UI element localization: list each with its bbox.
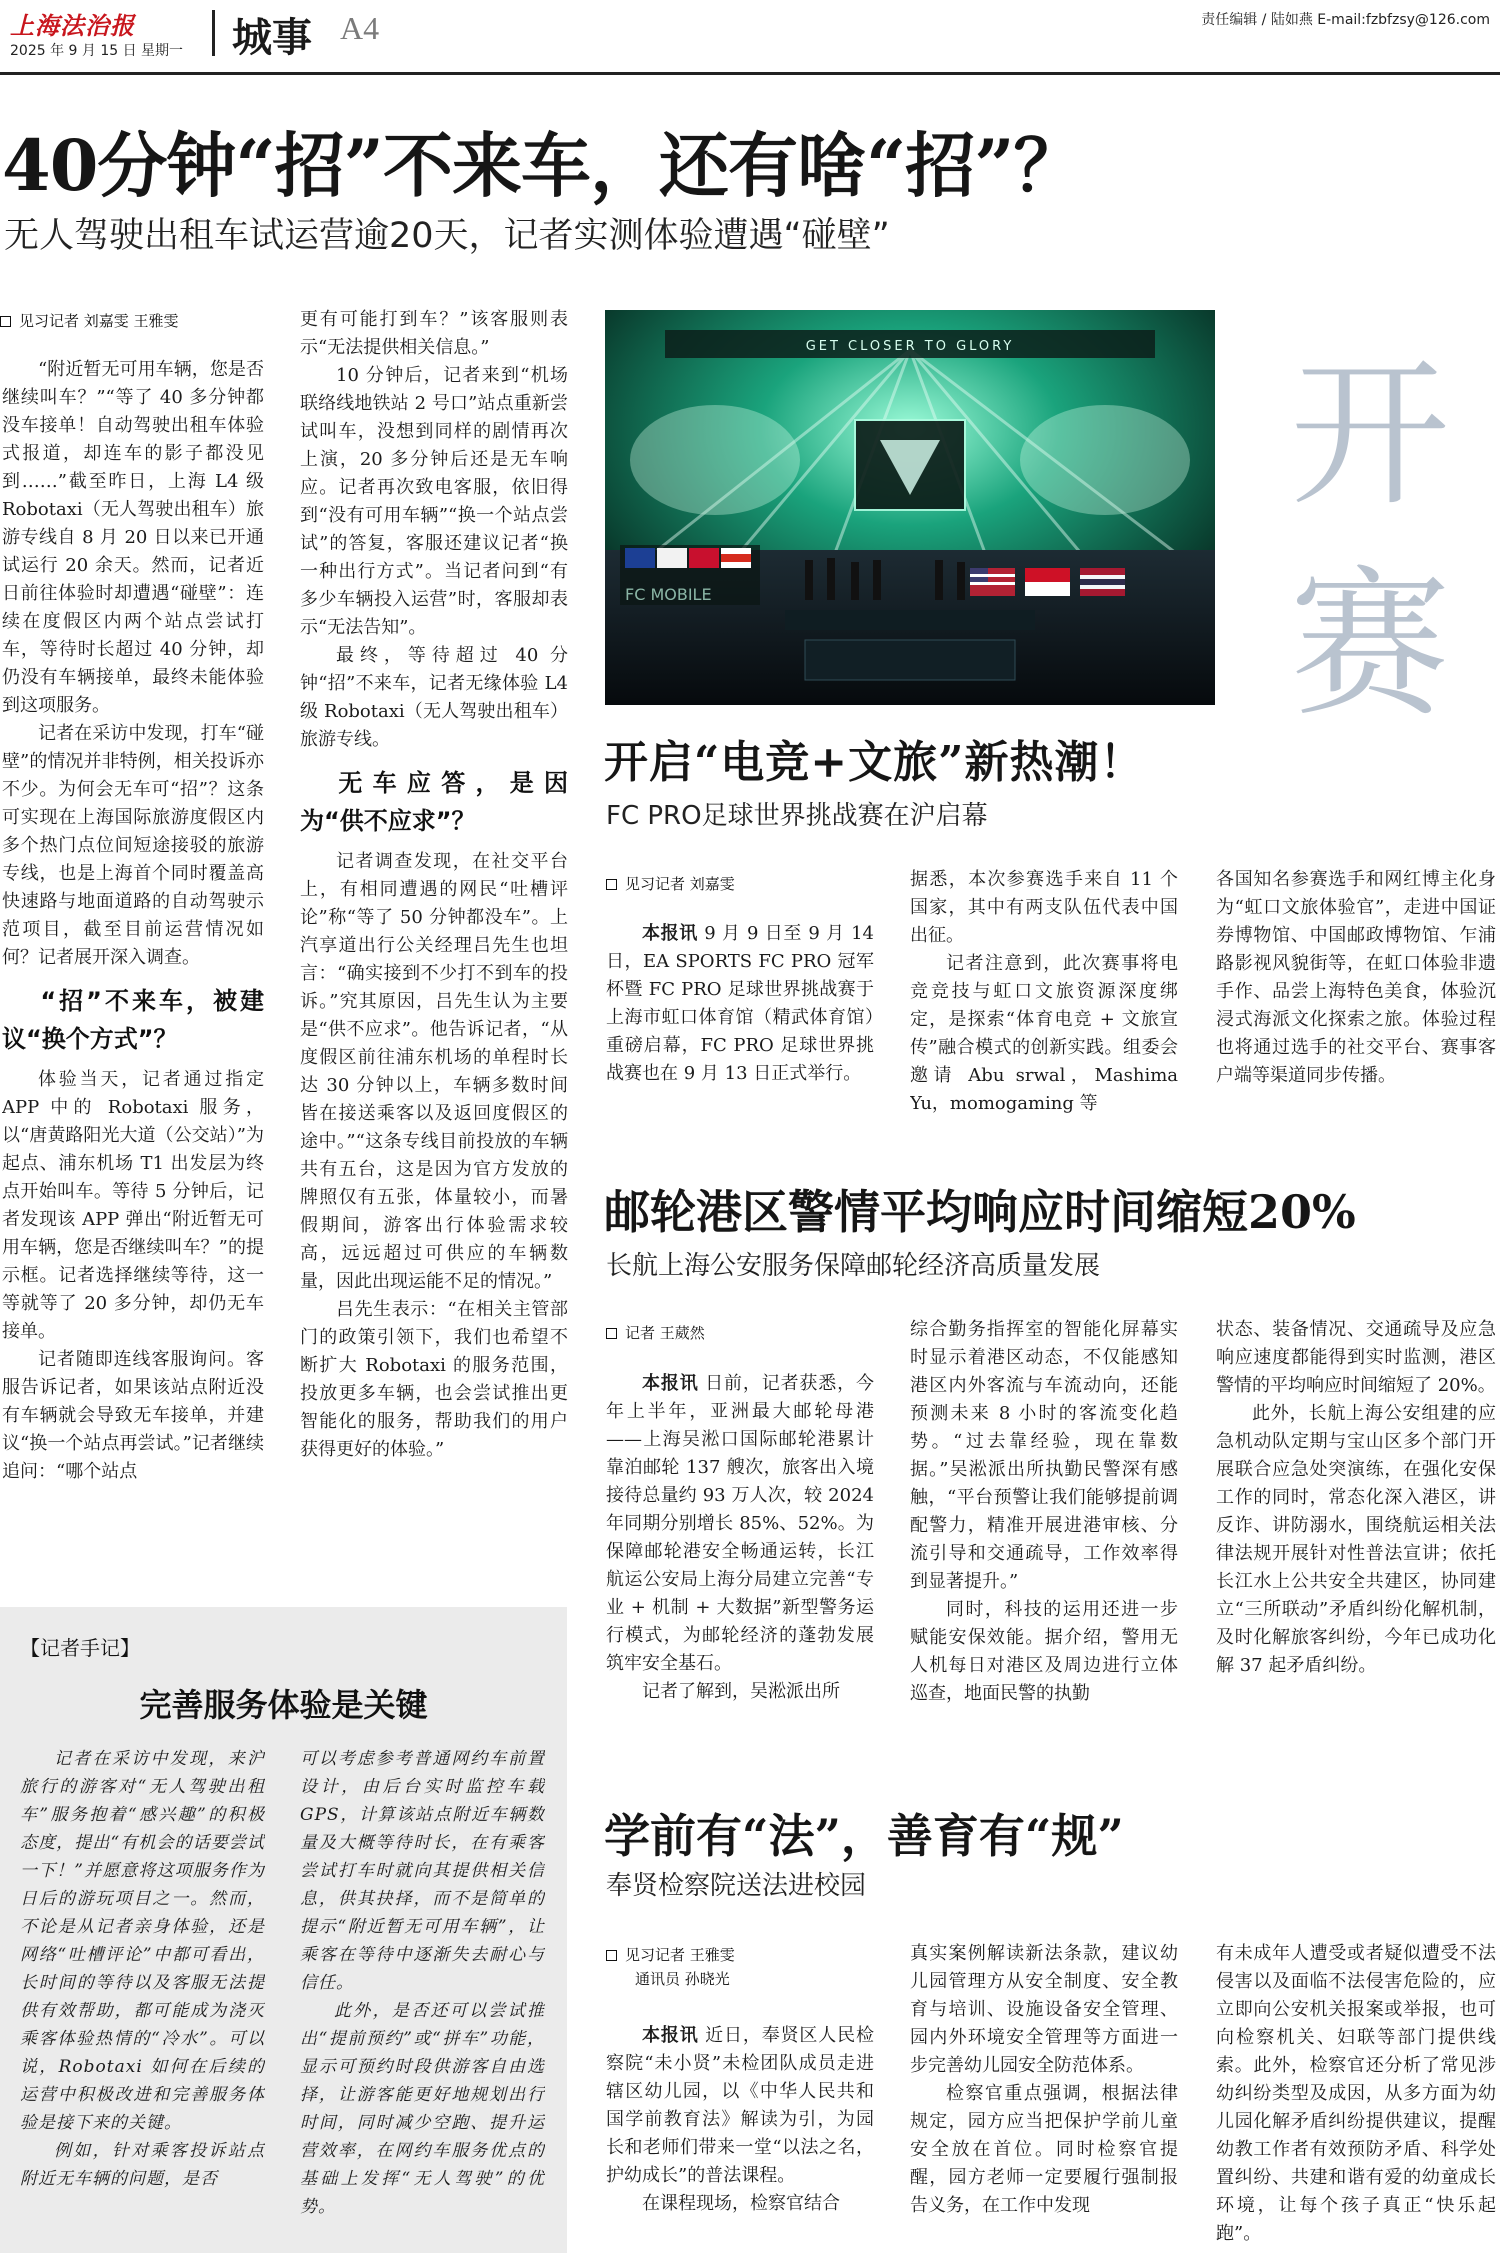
paragraph: 综合勤务指挥室的智能化屏幕实时显示着港区动态，不仅能感知港区内外客流与车流动向，还能预测未来 8 小时的客流变化趋势。“过去靠经验，现在靠数据。”吴淞派出所执勤民警深有感触，“平台预警让我们能够提前调配警力，精准开展进港审核、分流引导和交通疏导，工作效率得到显著提升。” bbox=[910, 1319, 1178, 1592]
paragraph: “附近暂无可用车辆，您是否继续叫车？”“等了 40 多分钟都没车接单！自动驾驶出租车体验式报道，却连车的影子都没见到……”截至昨日，上海 L4 级 Robotaxi（无人驾驶出租车）旅游专线自 8 月 20 日以来已开通试运行 20 余天。然而，记者近日前往体验时却遭遇“碰壁”：连续在度假区内两个站点尝试打车，等待时长超过 40 分钟，却仍没有车辆接单，最终未能体验到这项服务。 bbox=[2, 359, 264, 716]
paragraph: 各国知名参赛选手和网红博主化身为“虹口文旅体验官”，走进中国证券博物馆、中国邮政博物馆、乍浦路影视风貌街等，在虹口体验非遗手作、品尝上海特色美食，体验沉浸式海派文化探索之旅。体验过程也将通过选手的社交平台、赛事客户端等渠道同步传播。 bbox=[1216, 869, 1496, 1086]
article1-subheadline: 无人驾驶出租车试运营逾20天，记者实测体验遭遇“碰壁” bbox=[4, 216, 890, 256]
paragraph: 检察官重点强调，根据法律规定，园方应当把保护学前儿童安全放在首位。同时检察官提醒，园方老师一定要履行强制报告义务，在工作中发现 bbox=[910, 2083, 1178, 2216]
paragraph: 最终，等待超过 40 分钟“招”不来车，记者无缘体验 L4 级 Robotaxi（无人驾驶出租车）旅游专线。 bbox=[300, 645, 568, 750]
paragraph: 在课程现场，检察官结合 bbox=[642, 2193, 840, 2214]
paragraph: 更有可能打到车？”该客服则表示“无法提供相关信息。” bbox=[300, 309, 568, 358]
masthead-divider bbox=[212, 10, 215, 56]
article1-section-heading-2: 无车应答，是因为“供不应求”？ bbox=[300, 769, 568, 835]
paragraph: 状态、装备情况、交通疏导及应急响应速度都能得到实时监测，港区警情的平均响应时间缩短了 20%。 bbox=[1216, 1319, 1496, 1396]
paragraph: 可以考虑参考普通网约车前置设计，由后台实时监控车载 GPS，计算该站点附近车辆数量及大概等待时长，在有乘客尝试打车时就向其提供相关信息，供其抉择，而不是简单的提示“附近暂无可用车辆”，让乘客在等待中逐渐失去耐心与信任。 bbox=[300, 1749, 545, 1993]
article4-column-1 bbox=[606, 2022, 874, 2250]
paragraph: 记者随即连线客服询问。客服告诉记者，如果该站点附近没有车辆就会导致无车接单，并建议“换一个站点再尝试。”记者继续追问：“哪个站点 bbox=[2, 1349, 264, 1482]
esports-stage-photo bbox=[605, 310, 1215, 705]
byline-text: 见习记者 刘嘉雯 王雅雯 bbox=[19, 312, 179, 330]
article3-column-3 bbox=[1216, 1316, 1496, 1750]
lead-tag: 本报讯 bbox=[642, 1373, 699, 1394]
byline-text: 记者 王葳然 bbox=[625, 1324, 705, 1342]
reporter-note-column-2 bbox=[300, 1745, 545, 2245]
photo-stage-text: FC MOBILE bbox=[625, 585, 712, 604]
paragraph: 例如，针对乘客投诉站点附近无车辆的问题，是否 bbox=[20, 2141, 265, 2189]
article4-subheadline: 奉贤检察院送法进校园 bbox=[606, 1871, 867, 1901]
lead-tag: 本报讯 bbox=[642, 923, 698, 944]
paragraph bbox=[606, 2022, 874, 2190]
paragraph: 真实案例解读新法条款，建议幼儿园管理方从安全制度、安全教育与培训、设施设备安全管理、园内外环境安全管理等方面进一步完善幼儿园安全防范体系。 bbox=[910, 1943, 1178, 2076]
paragraph-text: 9 月 9 日至 9 月 14 日，EA SPORTS FC PRO 冠军杯暨 FC PRO 足球世界挑战赛于上海市虹口体育馆（精武体育馆）重磅启幕，FC PRO 足球世界挑战赛也在 9 月 13 日正式举行。 bbox=[606, 923, 874, 1084]
article4-column-3 bbox=[1216, 1940, 1496, 2250]
article1-column-1 bbox=[2, 356, 264, 1596]
paragraph: 记者调查发现，在社交平台上，有相同遭遇的网民“吐槽评论”称“等了 50 分钟都没车”。上汽享道出行公关经理吕先生也坦言：“确实接到不少打不到车的投诉。”究其原因，吕先生认为主要是“供不应求”。他告诉记者，“从度假区前往浦东机场的单程时长达 30 分钟以上，车辆多数时间皆在接送乘客以及返回度假区的途中。”“这条专线目前投放的车辆共有五台，这是因为官方发放的牌照仅有五张，体量较小，而暑假期间，游客出行体验需求较高，远远超过可供应的车辆数量，因此出现运能不足的情况。” bbox=[300, 851, 568, 1292]
paragraph: 同时，科技的运用还进一步赋能安保效能。据介绍，警用无人机每日对港区及周边进行立体巡查，地面民警的执勤 bbox=[910, 1599, 1178, 1704]
paragraph bbox=[606, 920, 874, 1088]
section-name: 城事 bbox=[232, 15, 312, 61]
article1-column-2 bbox=[300, 306, 568, 1596]
paragraph bbox=[606, 1370, 874, 1678]
byline-square-icon bbox=[0, 316, 11, 327]
article4-column-2 bbox=[910, 1940, 1178, 2250]
article1-byline bbox=[0, 310, 179, 331]
reporter-note-tag: 【记者手记】 bbox=[20, 1636, 140, 1660]
paragraph: 吕先生表示：“在相关主管部门的政策引领下，我们也希望不断扩大 Robotaxi 的服务范围，投放更多车辆，也会尝试推出更智能化的服务，帮助我们的用户获得更好的体验。” bbox=[300, 1299, 568, 1460]
stage-illustration bbox=[605, 310, 1215, 705]
article4-headline: 学前有“法”，善育有“规” bbox=[604, 1809, 1124, 1863]
paragraph: 记者了解到，吴淞派出所 bbox=[642, 1681, 840, 1702]
paragraph: 记者在采访中发现，打车“碰壁”的情况并非特例，相关投诉亦不少。为何会无车可“招”？这条可实现在上海国际旅游度假区内多个热门点位间短途接驳的旅游专线，也是上海首个同时覆盖高快速路与地面道路的自动驾驶示范项目，截至目前运营情况如何？记者展开深入调查。 bbox=[2, 723, 264, 968]
article2-column-2 bbox=[910, 866, 1178, 1128]
photo-banner-text: GET CLOSER TO GLORY bbox=[805, 339, 1015, 354]
reporter-note-title: 完善服务体验是关键 bbox=[139, 1686, 428, 1724]
article3-headline: 邮轮港区警情平均响应时间缩短20% bbox=[604, 1185, 1356, 1239]
paragraph-text: 近日，奉贤区人民检察院“未小贤”未检团队成员走进辖区幼儿园，以《中华人民共和国学前教育法》解读为引，为园长和老师们带来一堂“以法之名，护幼成长”的普法课程。 bbox=[606, 2025, 874, 2186]
article2-byline bbox=[606, 873, 735, 894]
article4-byline-2: 通讯员 孙晓光 bbox=[635, 1970, 730, 1988]
byline-square-icon bbox=[606, 1950, 617, 1961]
issue-date: 2025 年 9 月 15 日 星期一 bbox=[10, 43, 184, 59]
paragraph: 有未成年人遭受或者疑似遭受不法侵害以及面临不法侵害危险的，应立即向公安机关报案或举报，也可向检察机关、妇联等部门提供线索。此外，检察官还分析了常见涉幼纠纷类型及成因，从多方面为幼儿园化解矛盾纠纷提供建议，提醒幼教工作者有效预防矛盾、科学处置纠纷、共建和谐有爱的幼童成长环境，让每个孩子真正“快乐起跑”。 bbox=[1216, 1943, 1496, 2244]
article1-headline: 40分钟“招”不来车，还有啥“招”？ bbox=[2, 124, 1083, 207]
lead-tag: 本报讯 bbox=[642, 2025, 699, 2046]
byline-text: 见习记者 刘嘉雯 bbox=[625, 875, 735, 893]
article1-section-heading-1: “招”不来车，被建议“换个方式”？ bbox=[2, 987, 264, 1053]
newspaper-logo: 上海法治报 bbox=[10, 11, 135, 40]
paragraph: 此外，长航上海公安组建的应急机动队定期与宝山区多个部门开展联合应急处突演练，在强化安保工作的同时，常态化深入港区，讲反诈、讲防溺水，围绕航运相关法律法规开展针对性普法宣讲；依托长江水上公共安全共建区，协同建立“三所联动”矛盾纠纷化解机制，及时化解旅客纠纷，今年已成功化解 37 起矛盾纠纷。 bbox=[1216, 1403, 1496, 1676]
byline-square-icon bbox=[606, 1328, 617, 1339]
article4-byline bbox=[606, 1944, 735, 1965]
paragraph-text: 日前，记者获悉，今年上半年，亚洲最大邮轮母港——上海吴淞口国际邮轮港累计靠泊邮轮 137 艘次，旅客出入境接待总量约 93 万人次，较 2024 年同期分别增长 85%、52%。为保障邮轮港安全畅通运转，长江航运公安局上海分局建立完善“专业 + 机制 + 大数据”新型警务运行模式，为邮轮经济的蓬勃发展筑牢安全基石。 bbox=[606, 1373, 874, 1674]
calligraphy-title bbox=[1270, 330, 1470, 750]
paragraph: 此外，是否还可以尝试推出“提前预约”或“拼车”功能，显示可预约时段供游客自由选择，让游客能更好地规划出行时间，同时减少空跑、提升运营效率，在网约车服务优点的基础上发挥“无人驾驶”的优势。 bbox=[300, 2001, 545, 2217]
masthead bbox=[0, 0, 1500, 70]
reporter-note-column-1 bbox=[20, 1745, 265, 2245]
article2-column-3 bbox=[1216, 866, 1496, 1128]
article2-column-1 bbox=[606, 920, 874, 1130]
paragraph: 体验当天，记者通过指定 APP 中的 Robotaxi 服务，以“唐黄路阳光大道（公交站）”为起点、浦东机场 T1 出发层为终点开始叫车。等待 5 分钟后，记者发现该 APP 弹出“附近暂无可用车辆，您是否继续叫车？”的提示框。记者选择继续等待，这一等就等了 20 多分钟，却仍无车接单。 bbox=[2, 1069, 264, 1342]
paragraph: 10 分钟后，记者来到“机场联络线地铁站 2 号口”站点重新尝试叫车，没想到同样的剧情再次上演，20 多分钟后还是无车响应。记者再次致电客服，依旧得到“没有可用车辆”“换一个站点尝试”的答复，客服还建议记者“换一种出行方式”。当记者问到“有多少车辆投入运营”时，客服却表示“无法告知”。 bbox=[300, 365, 568, 638]
masthead-rule bbox=[0, 72, 1500, 75]
byline-text: 见习记者 王雅雯 bbox=[625, 1946, 735, 1964]
page-number: A4 bbox=[340, 10, 380, 46]
paragraph: 据悉，本次参赛选手来自 11 个国家，其中有两支队伍代表中国出征。 bbox=[910, 869, 1178, 946]
editor-credit: 责任编辑 / 陆如燕 E-mail:fzbfzsy@126.com bbox=[1201, 12, 1490, 28]
article3-subheadline: 长航上海公安服务保障邮轮经济高质量发展 bbox=[606, 1251, 1101, 1281]
article2-subheadline: FC PRO足球世界挑战赛在沪启幕 bbox=[606, 801, 988, 831]
byline-square-icon bbox=[606, 879, 617, 890]
paragraph: 记者在采访中发现，来沪旅行的游客对“无人驾驶出租车”服务抱着“感兴趣”的积极态度，提出“有机会的话要尝试一下！”并愿意将这项服务作为日后的游玩项目之一。然而，不论是从记者亲身体验，还是网络“吐槽评论”中都可看出，长时间的等待以及客服无法提供有效帮助，都可能成为浇灭乘客体验热情的“冷水”。可以说，Robotaxi 如何在后续的运营中积极改进和完善服务体验是接下来的关键。 bbox=[20, 1749, 265, 2133]
article3-column-2 bbox=[910, 1316, 1178, 1750]
article3-byline bbox=[606, 1322, 705, 1343]
paragraph: 记者注意到，此次赛事将电竞竞技与虹口文旅资源深度绑定，是探索“体育电竞 + 文旅宣传”融合模式的创新实践。组委会邀请 Abu srwal，Mashima Yu，momogaming 等 bbox=[910, 953, 1178, 1114]
article3-column-1 bbox=[606, 1370, 874, 1750]
article2-headline: 开启“电竞+文旅”新热潮！ bbox=[604, 737, 1145, 788]
calligraphy-char-1: 开 bbox=[1289, 341, 1450, 528]
calligraphy-char-2: 赛 bbox=[1289, 551, 1450, 738]
